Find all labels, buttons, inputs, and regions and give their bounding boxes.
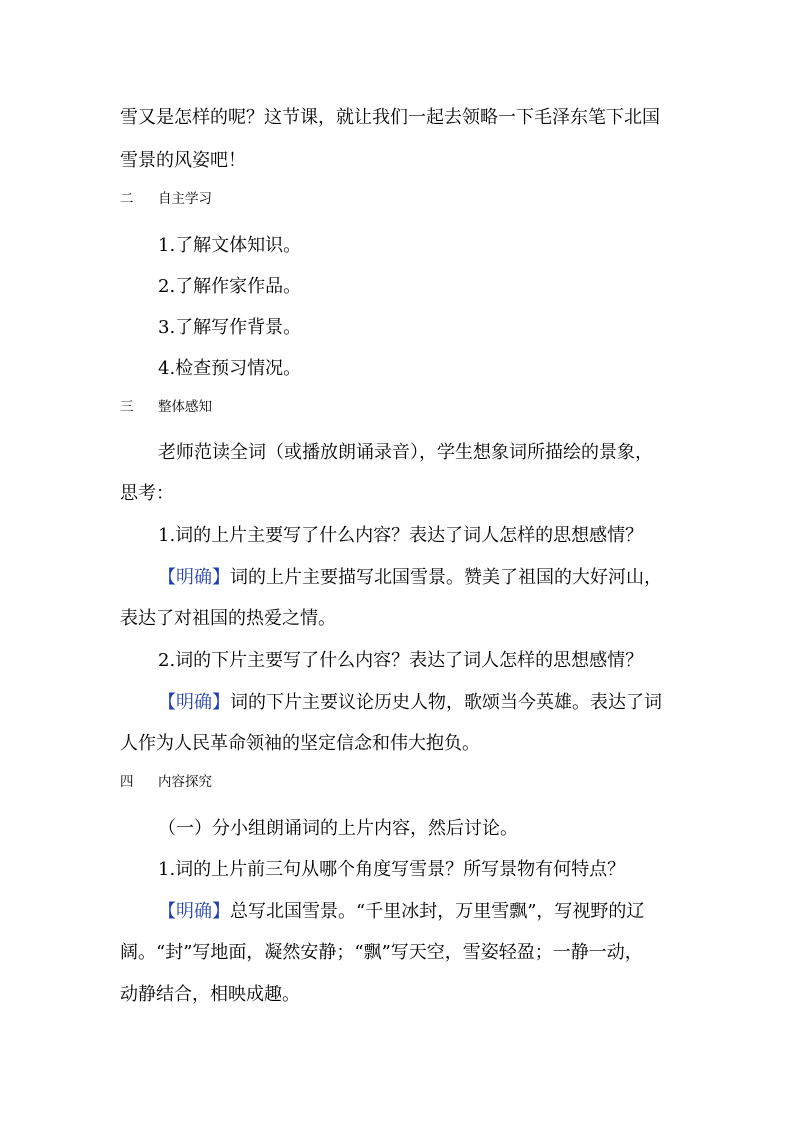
section-title: 内容探究 bbox=[158, 774, 212, 790]
answer-text: 词的上片主要描写北国雪景。赞美了祖国的大好河山， bbox=[230, 567, 662, 588]
subsection-line: （一）分小组朗诵词的上片内容，然后讨论。 bbox=[158, 818, 518, 839]
answer-label: 【明确】 bbox=[158, 567, 230, 588]
answer-text: 词的下片主要议论历史人物，歌颂当今英雄。表达了词 bbox=[230, 692, 662, 713]
answer-line: 人作为人民革命领袖的坚定信念和伟大抱负。 bbox=[120, 733, 480, 754]
answer-label: 【明确】 bbox=[158, 692, 230, 713]
list-item: 2.了解作家作品。 bbox=[158, 276, 302, 297]
answer-label: 【明确】 bbox=[158, 901, 230, 922]
section-title: 整体感知 bbox=[158, 399, 212, 415]
section-heading-4 bbox=[120, 773, 212, 791]
list-item: 1.了解文体知识。 bbox=[158, 235, 302, 256]
answer-line: 表达了对祖国的热爱之情。 bbox=[120, 608, 336, 629]
intro-line-2: 雪景的风姿吧！ bbox=[120, 150, 246, 171]
section-heading-2 bbox=[120, 190, 212, 208]
answer-line bbox=[158, 566, 662, 590]
answer-line: 阔。“封”写地面，凝然安静；“飘”写天空，雪姿轻盈；一静一动， bbox=[120, 942, 643, 963]
question-line: 1.词的上片主要写了什么内容？表达了词人怎样的思想感情？ bbox=[158, 525, 644, 546]
answer-line bbox=[158, 691, 662, 715]
section-title: 自主学习 bbox=[158, 191, 212, 207]
section-number: 三 bbox=[120, 399, 134, 415]
paragraph-line: 老师范读全词（或播放朗诵录音），学生想象词所描绘的景象， bbox=[158, 442, 653, 463]
section-number: 二 bbox=[120, 191, 134, 207]
question-line: 2.词的下片主要写了什么内容？表达了词人怎样的思想感情？ bbox=[158, 650, 644, 671]
list-item: 4.检查预习情况。 bbox=[158, 358, 302, 379]
answer-line bbox=[158, 900, 644, 924]
intro-line-1: 雪又是怎样的呢？这节课，就让我们一起去领略一下毛泽东笔下北国 bbox=[120, 107, 660, 128]
answer-line: 动静结合，相映成趣。 bbox=[120, 984, 300, 1005]
answer-text: 总写北国雪景。“千里冰封，万里雪飘”，写视野的辽 bbox=[230, 901, 645, 922]
section-heading-3 bbox=[120, 398, 212, 416]
section-number: 四 bbox=[120, 774, 134, 790]
paragraph-line: 思考： bbox=[120, 483, 174, 504]
list-item: 3.了解写作背景。 bbox=[158, 317, 302, 338]
question-line: 1.词的上片前三句从哪个角度写雪景？所写景物有何特点？ bbox=[158, 859, 626, 880]
